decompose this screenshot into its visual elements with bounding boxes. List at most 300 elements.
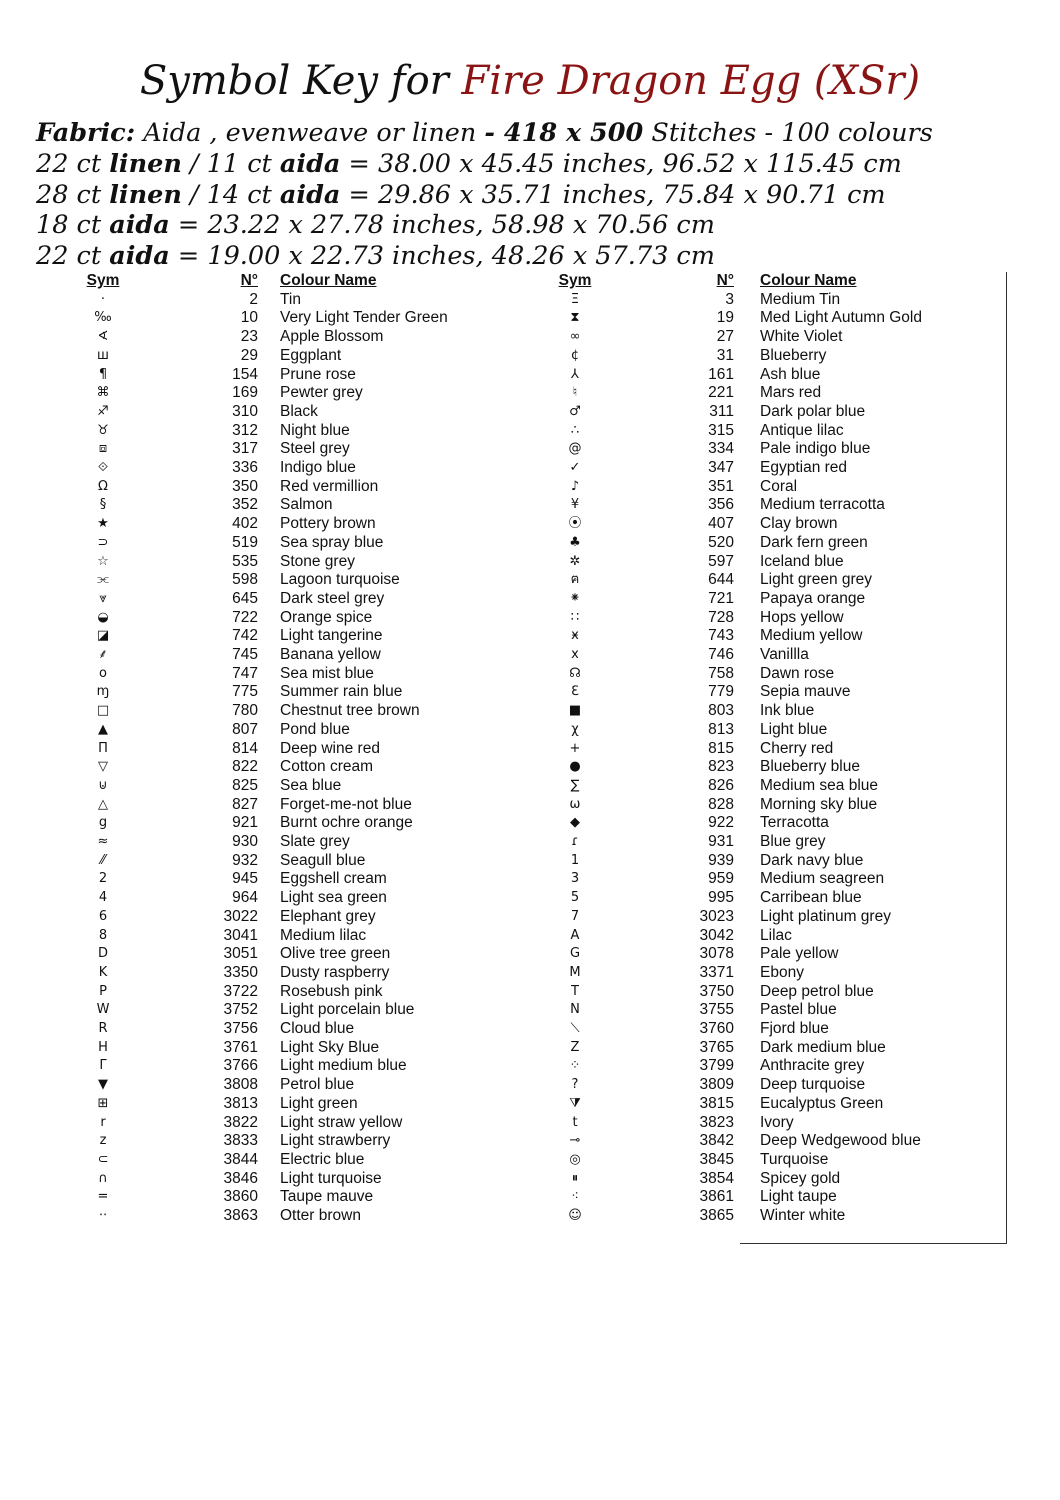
colour-name-right: Deep petrol blue <box>760 982 874 1000</box>
colour-name-right: Medium sea blue <box>760 776 879 794</box>
number-left: 645 <box>232 589 258 607</box>
symbol-right: ℇ <box>571 684 579 700</box>
colour-name-left: Tin <box>280 290 301 308</box>
table-row <box>0 646 1060 665</box>
symbol-right: T <box>571 983 579 999</box>
title-pattern-name: Fire Dragon Egg (XSr) <box>461 58 921 104</box>
number-left: 317 <box>232 440 258 458</box>
table-row <box>0 1001 1060 1020</box>
table-row <box>0 889 1060 908</box>
size-line-22ct-linen: 22 ct linen / 11 ct aida = 38.00 x 45.45 inches, 96.52 x 115.45 cm <box>36 148 902 179</box>
table-row <box>0 1207 1060 1226</box>
symbol-left: H <box>98 1039 108 1055</box>
colour-name-right: Dark navy blue <box>760 851 864 869</box>
symbol-left: ⊞ <box>97 1095 109 1111</box>
colour-name-left: Sea mist blue <box>280 664 374 682</box>
number-right: 922 <box>708 814 734 832</box>
number-right: 3854 <box>699 1169 734 1187</box>
number-left: 775 <box>232 683 258 701</box>
symbol-right: ♮ <box>572 385 578 401</box>
symbol-left: ★ <box>97 516 109 532</box>
number-left: 535 <box>232 552 258 570</box>
number-left: 3350 <box>223 963 258 981</box>
colour-name-right: Light green grey <box>760 571 873 589</box>
symbol-right: ɾ <box>571 834 579 849</box>
number-left: 745 <box>232 646 258 663</box>
symbol-right: ⟍ <box>570 1021 580 1036</box>
table-row <box>0 1020 1060 1039</box>
colour-name-left: Night blue <box>280 421 350 439</box>
number-right: 347 <box>708 459 734 476</box>
symbol-right: 5 <box>570 890 580 906</box>
number-left: 3761 <box>223 1038 258 1056</box>
symbol-right: χ <box>571 721 579 737</box>
colour-name-left: Taupe mauve <box>280 1188 374 1206</box>
number-left: 3822 <box>223 1113 258 1131</box>
colour-name-left: Sea blue <box>280 776 342 794</box>
number-left: 3813 <box>223 1094 258 1112</box>
table-row <box>0 814 1060 833</box>
number-right: 334 <box>708 440 734 458</box>
colour-name-left: Chestnut tree brown <box>280 702 420 720</box>
number-right: 31 <box>716 346 734 364</box>
symbol-right: ฅ <box>570 572 580 588</box>
header-sym-right: Sym <box>558 272 592 289</box>
number-right: 3809 <box>699 1076 734 1094</box>
colour-name-right: Egyptian red <box>760 459 848 476</box>
number-right: 597 <box>708 552 734 570</box>
colour-name-left: Light Sky Blue <box>280 1038 380 1056</box>
colour-name-right: Dark medium blue <box>760 1038 886 1056</box>
table-bottom-border <box>740 1243 1007 1244</box>
number-right: 939 <box>708 851 734 869</box>
number-left: 336 <box>232 459 258 476</box>
symbol-right: ✓ <box>569 460 581 475</box>
colour-name-left: Pottery brown <box>280 515 376 533</box>
number-right: 3842 <box>699 1132 734 1150</box>
colour-name-right: Medium seagreen <box>760 870 885 888</box>
number-left: 3022 <box>223 907 258 925</box>
colour-name-right: White Violet <box>760 328 843 346</box>
symbol-right: ¢ <box>570 347 580 363</box>
colour-name-left: Apple Blossom <box>280 328 384 346</box>
table-row <box>0 1039 1060 1058</box>
colour-name-left: Orange spice <box>280 608 373 626</box>
number-right: 758 <box>708 664 734 682</box>
number-right: 3865 <box>699 1207 734 1224</box>
number-right: 746 <box>708 646 734 663</box>
number-left: 402 <box>232 515 258 533</box>
number-right: 959 <box>708 870 734 888</box>
symbol-right: ӿ <box>571 628 579 644</box>
symbol-right: Z <box>570 1039 580 1055</box>
table-row <box>0 422 1060 441</box>
colour-name-left: Lagoon turquoise <box>280 571 400 589</box>
number-left: 23 <box>240 328 258 346</box>
symbol-right: ∑ <box>570 777 580 793</box>
table-row <box>0 1076 1060 1095</box>
number-right: 311 <box>709 402 734 420</box>
number-right: 828 <box>708 795 734 813</box>
number-left: 3863 <box>223 1207 258 1224</box>
colour-name-right: Deep turquoise <box>760 1076 866 1094</box>
colour-name-left: Rosebush pink <box>280 982 383 1000</box>
colour-name-right: Mars red <box>760 384 822 402</box>
symbol-left: K <box>98 964 108 980</box>
table-row <box>0 496 1060 515</box>
size-line-22ct-aida: 22 ct aida = 19.00 x 22.73 inches, 48.26 x 57.73 cm <box>36 241 715 272</box>
table-row <box>0 964 1060 983</box>
symbol-left: ⸙ <box>98 647 108 662</box>
symbol-right: ⁘ <box>569 1058 581 1074</box>
symbol-left: ▼ <box>98 1077 108 1093</box>
symbol-left: ⩔ <box>99 590 107 606</box>
table-row <box>0 945 1060 964</box>
table-row <box>0 983 1060 1002</box>
table-row <box>0 291 1060 310</box>
number-right: 3078 <box>699 945 734 963</box>
colour-name-right: Medium Tin <box>760 290 841 308</box>
symbol-left: · <box>100 291 106 307</box>
table-row <box>0 777 1060 796</box>
colour-name-right: Coral <box>760 477 798 495</box>
symbol-left: ≈ <box>97 834 109 849</box>
number-left: 3041 <box>223 926 258 944</box>
number-left: 780 <box>232 702 258 720</box>
symbol-right: ◎ <box>569 1151 581 1167</box>
table-row <box>0 609 1060 628</box>
colour-name-right: Lilac <box>760 926 792 944</box>
colour-name-left: Otter brown <box>280 1207 361 1224</box>
table-row <box>0 478 1060 497</box>
table-row <box>0 796 1060 815</box>
number-left: 814 <box>232 739 258 757</box>
colour-name-right: Dark fern green <box>760 533 868 551</box>
colour-name-left: Light medium blue <box>280 1057 407 1075</box>
number-left: 169 <box>232 384 258 402</box>
number-left: 2 <box>249 290 258 308</box>
table-row <box>0 683 1060 702</box>
symbol-right: 3 <box>570 871 580 887</box>
table-row <box>0 366 1060 385</box>
table-row <box>0 309 1060 328</box>
symbol-left: W <box>96 1002 110 1018</box>
colour-name-left: Burnt ochre orange <box>280 814 413 832</box>
colour-name-left: Pond blue <box>280 720 350 738</box>
number-right: 407 <box>708 515 734 533</box>
number-left: 519 <box>232 533 258 551</box>
colour-name-right: Ink blue <box>760 702 815 720</box>
number-right: 803 <box>708 702 734 720</box>
number-right: 3023 <box>699 907 734 925</box>
table-row <box>0 1188 1060 1207</box>
colour-name-right: Anthracite grey <box>760 1057 865 1075</box>
number-right: 3371 <box>699 963 734 981</box>
number-left: 742 <box>232 627 258 645</box>
colour-name-right: Sepia mauve <box>760 683 851 701</box>
number-right: 356 <box>708 496 734 514</box>
colour-name-left: Dusty raspberry <box>280 963 390 981</box>
number-left: 3051 <box>223 945 258 963</box>
number-left: 827 <box>232 795 258 813</box>
number-left: 825 <box>232 776 258 794</box>
table-row <box>0 721 1060 740</box>
table-row <box>0 702 1060 721</box>
symbol-right: ? <box>571 1077 579 1093</box>
colour-name-right: Iceland blue <box>760 552 844 570</box>
table-row <box>0 328 1060 347</box>
symbol-left: ▽ <box>98 759 108 775</box>
colour-name-left: Salmon <box>280 496 333 514</box>
table-row <box>0 534 1060 553</box>
colour-name-left: Elephant grey <box>280 907 376 925</box>
colour-name-right: Spicey gold <box>760 1169 841 1187</box>
colour-name-right: Ivory <box>760 1113 794 1131</box>
colour-name-right: Pastel blue <box>760 1001 837 1019</box>
header-name-right: Colour Name <box>760 272 857 289</box>
symbol-right: ⧩ <box>569 1095 581 1111</box>
title-prefix: Symbol Key for <box>139 58 462 104</box>
colour-name-left: Electric blue <box>280 1150 365 1168</box>
number-right: 315 <box>708 421 734 439</box>
symbol-left: Ω <box>98 478 108 494</box>
symbol-left: ⧈ <box>98 441 108 457</box>
number-left: 3766 <box>223 1057 258 1075</box>
header-num-right: N° <box>716 272 734 289</box>
colour-name-left: Medium lilac <box>280 926 367 944</box>
symbol-left: ш <box>97 347 109 363</box>
symbol-right: @ <box>568 441 582 457</box>
number-right: 3861 <box>699 1188 734 1206</box>
colour-name-right: Carribean blue <box>760 889 862 907</box>
symbol-left: 8 <box>98 927 108 943</box>
symbol-left: ∩ <box>98 1170 108 1186</box>
number-right: 3845 <box>699 1150 734 1168</box>
symbol-right: ✲ <box>569 553 581 569</box>
symbol-left: R <box>98 1021 108 1036</box>
symbol-left: ⊍ <box>98 777 108 793</box>
colour-name-left: Light porcelain blue <box>280 1001 415 1019</box>
colour-name-right: Fjord blue <box>760 1020 829 1037</box>
symbol-right: ⦿ <box>568 516 582 532</box>
colour-name-right: Ebony <box>760 963 804 981</box>
colour-name-left: Slate grey <box>280 833 350 850</box>
symbol-right: 7 <box>570 908 580 924</box>
symbol-right: ⧗ <box>570 310 580 326</box>
colour-name-left: Eggshell cream <box>280 870 387 888</box>
number-right: 19 <box>716 309 734 327</box>
symbol-right: M <box>569 964 581 980</box>
number-left: 964 <box>232 889 258 907</box>
table-row <box>0 1151 1060 1170</box>
symbol-left: ⌘ <box>96 385 110 401</box>
colour-name-right: Dark polar blue <box>760 402 866 420</box>
number-right: 520 <box>708 533 734 551</box>
symbol-left: r <box>100 1114 106 1130</box>
symbol-left: ‰ <box>94 310 112 326</box>
table-row <box>0 740 1060 759</box>
colour-name-left: Indigo blue <box>280 459 356 476</box>
fabric-line: Fabric: Aida , evenweave or linen - 418 x 500 Stitches - 100 colours <box>36 118 933 148</box>
colour-name-right: Blueberry <box>760 346 827 364</box>
colour-name-right: Deep Wedgewood blue <box>760 1132 921 1150</box>
header-num-left: N° <box>240 272 258 289</box>
colour-name-right: Blueberry blue <box>760 758 860 776</box>
colour-name-left: Light tangerine <box>280 627 383 645</box>
symbol-left: ɱ <box>96 684 110 700</box>
symbol-left: z <box>99 1133 107 1149</box>
colour-name-right: Turquoise <box>760 1150 829 1168</box>
symbol-left: ⁄⁄ <box>100 852 106 868</box>
colour-name-right: Light taupe <box>760 1188 837 1206</box>
number-left: 310 <box>232 402 258 420</box>
table-row <box>0 1057 1060 1076</box>
table-row <box>0 908 1060 927</box>
colour-name-right: Papaya orange <box>760 589 866 607</box>
table-header <box>0 272 1060 291</box>
number-left: 945 <box>232 870 258 888</box>
symbol-right: ¥ <box>570 497 580 513</box>
symbol-left: 6 <box>98 908 108 924</box>
number-right: 161 <box>708 365 734 383</box>
table-row <box>0 571 1060 590</box>
table-right-border <box>1006 272 1007 1244</box>
symbol-right: t <box>572 1114 578 1130</box>
table-row <box>0 553 1060 572</box>
number-right: 3765 <box>699 1038 734 1056</box>
symbol-left: P <box>99 983 107 999</box>
colour-name-left: Forget-me-not blue <box>280 795 412 813</box>
symbol-left: ◒ <box>97 609 109 625</box>
number-right: 721 <box>708 589 734 607</box>
colour-name-left: Banana yellow <box>280 646 381 663</box>
colour-name-left: Light strawberry <box>280 1132 391 1150</box>
colour-name-left: Steel grey <box>280 440 350 458</box>
number-right: 3823 <box>699 1113 734 1131</box>
symbol-left: § <box>99 497 107 513</box>
colour-name-right: Pale yellow <box>760 945 839 963</box>
number-left: 29 <box>240 346 258 364</box>
number-right: 823 <box>708 758 734 776</box>
table-row <box>0 758 1060 777</box>
number-right: 221 <box>708 384 734 402</box>
symbol-left: ♉ <box>97 422 109 438</box>
symbol-right: G <box>569 946 581 962</box>
colour-name-left: Eggplant <box>280 346 342 364</box>
number-right: 815 <box>708 739 734 757</box>
colour-name-left: Prune rose <box>280 365 356 383</box>
colour-name-right: Pale indigo blue <box>760 440 871 458</box>
colour-name-right: Medium yellow <box>760 627 863 645</box>
symbol-right: ♂ <box>569 403 581 419</box>
table-row <box>0 403 1060 422</box>
symbol-left: ⊃ <box>97 534 109 550</box>
number-left: 350 <box>232 477 258 495</box>
number-right: 644 <box>708 571 734 589</box>
symbol-right: Ξ <box>570 291 580 307</box>
symbol-left: ◪ <box>96 628 110 644</box>
number-right: 728 <box>708 608 734 626</box>
colour-name-right: Ash blue <box>760 365 821 383</box>
colour-name-left: Dark steel grey <box>280 589 385 607</box>
symbol-right: ◆ <box>570 815 580 831</box>
number-left: 3860 <box>223 1188 258 1206</box>
symbol-right: ∞ <box>569 329 581 345</box>
number-left: 747 <box>232 664 258 682</box>
symbol-left: Γ <box>99 1058 107 1074</box>
number-left: 352 <box>232 496 258 514</box>
number-left: 3722 <box>223 982 258 1000</box>
colour-name-left: Light turquoise <box>280 1169 382 1187</box>
number-right: 3799 <box>699 1057 734 1075</box>
colour-name-right: Cherry red <box>760 739 834 757</box>
number-right: 3815 <box>699 1094 734 1112</box>
colour-name-right: Medium terracotta <box>760 496 885 514</box>
colour-name-right: Hops yellow <box>760 608 844 626</box>
number-right: 779 <box>708 683 734 701</box>
colour-name-right: Winter white <box>760 1207 846 1224</box>
symbol-right: ω <box>569 796 581 812</box>
symbol-right: ⅄ <box>571 366 579 382</box>
colour-name-right: Terracotta <box>760 814 829 832</box>
size-line-28ct-linen: 28 ct linen / 14 ct aida = 29.86 x 35.71 inches, 75.84 x 90.71 cm <box>36 179 886 210</box>
symbol-right: ∷ <box>570 609 580 625</box>
colour-name-left: Light green <box>280 1094 358 1112</box>
table-row <box>0 515 1060 534</box>
symbol-left: D <box>97 946 108 962</box>
symbol-left: 4 <box>98 890 108 906</box>
number-left: 3808 <box>223 1076 258 1094</box>
number-left: 930 <box>232 833 258 850</box>
symbol-right: ♣ <box>569 534 581 550</box>
colour-name-left: Olive tree green <box>280 945 391 963</box>
symbol-left: □ <box>96 703 110 719</box>
table-row <box>0 1114 1060 1133</box>
table-row <box>0 870 1060 889</box>
number-left: 3833 <box>223 1132 258 1150</box>
number-left: 822 <box>232 758 258 776</box>
header-name-left: Colour Name <box>280 272 377 289</box>
symbol-right: ■ <box>568 703 582 719</box>
number-left: 722 <box>232 608 258 626</box>
colour-name-left: Light sea green <box>280 889 387 907</box>
colour-name-left: Petrol blue <box>280 1076 355 1094</box>
symbol-right: ⏸ <box>571 1170 579 1186</box>
symbol-left: ☆ <box>97 553 109 569</box>
symbol-left: g <box>98 815 108 831</box>
symbol-right: ⊸ <box>569 1133 581 1149</box>
colour-name-right: Med Light Autumn Gold <box>760 309 922 327</box>
colour-name-right: Light blue <box>760 720 828 738</box>
symbol-right: ⁖ <box>571 1189 579 1205</box>
page-title <box>0 58 1060 104</box>
table-row <box>0 384 1060 403</box>
symbol-left: ⊂ <box>97 1151 109 1167</box>
number-left: 10 <box>240 309 258 327</box>
colour-name-right: Morning sky blue <box>760 795 878 813</box>
colour-name-right: Clay brown <box>760 515 838 533</box>
table-row <box>0 347 1060 366</box>
size-line-18ct-aida: 18 ct aida = 23.22 x 27.78 inches, 58.98 x 70.56 cm <box>36 210 715 241</box>
colour-name-right: Antique lilac <box>760 421 844 439</box>
symbol-left: △ <box>98 796 108 812</box>
number-right: 3750 <box>699 982 734 1000</box>
table-row <box>0 852 1060 871</box>
symbol-left: ⫘ <box>97 572 109 588</box>
colour-name-left: Stone grey <box>280 552 355 570</box>
symbol-left: Π <box>98 740 108 756</box>
number-left: 3752 <box>223 1001 258 1019</box>
